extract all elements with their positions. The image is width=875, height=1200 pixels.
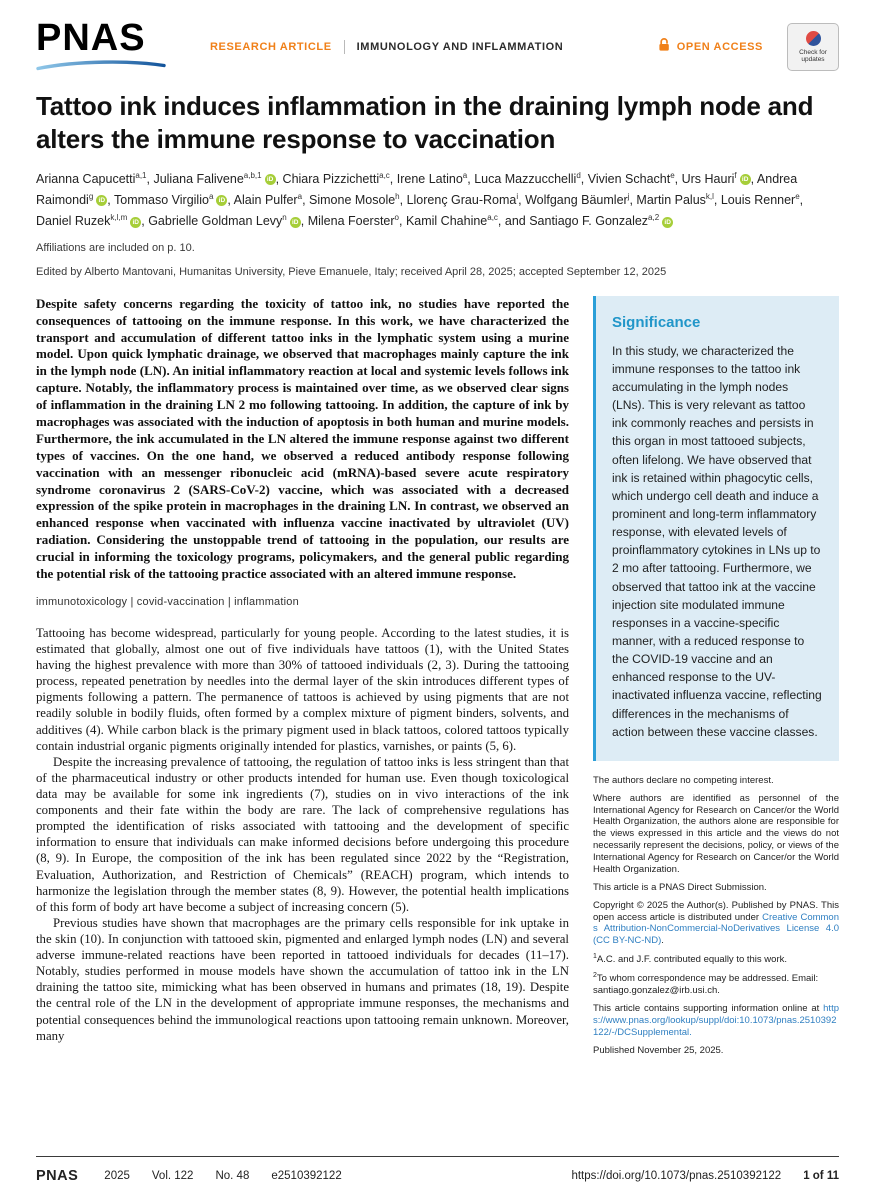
orcid-icon[interactable]: iD bbox=[96, 195, 107, 206]
author-affiliation-sup: e bbox=[795, 191, 800, 201]
author-affiliation-sup: n bbox=[282, 213, 287, 223]
footnote-2 bbox=[593, 972, 839, 997]
author-affiliation-sup: a,c bbox=[379, 170, 390, 180]
author-affiliation-sup: a,c bbox=[487, 213, 498, 223]
body-text bbox=[36, 625, 569, 1044]
published-date-note: Published November 25, 2025. bbox=[593, 1044, 724, 1056]
edited-by-line: Edited by Alberto Mantovani, Humanitas University, Pieve Emanuele, Italy; received April 28, 2025; accepted September 12, 2025 bbox=[36, 265, 667, 278]
author-name[interactable]: Tommaso Virgilio bbox=[114, 193, 209, 208]
body-paragraph: Despite the increasing prevalence of tattooing, the regulation of tattoo inks is less stringent than that of the pharmaceutical industry or other products intended for human use. Even though toxicological data may be available for some ink ingredients (7), studies on in vivo interactions of the ink components and their fate within the body are rare. The lack of comprehensive regulations has prompted the identification of risks associated with tattooing and the development of specific information to ensure that individuals can make informed decisions before undergoing this procedure (8, 9). In Europe, the composition of the ink has been regulated since 2022 by the “Registration, Evaluation, Authorization, and Restriction of Chemicals” (REACH) program, which intends to harmonize the legislation through the member states (8, 9). However, the potential health implications of this form of body art have become a subject of increasing concern (5). bbox=[36, 754, 569, 914]
open-access-label: OPEN ACCESS bbox=[676, 41, 763, 53]
abstract: Despite safety concerns regarding the toxicity of tattoo ink, no studies have reported the consequences of tattooing on the immune response. In this work, we have characterized the transport and accumulation of different tattoo inks in the lymphatic system using a murine model. Upon quick lymphatic drainage, we observed that macrophages mainly capture the ink in the lymph node (LN). An initial inflammatory reaction at local and systemic levels follows ink capture. Notably, the inflammatory process is maintained over time, as we observed clear signs of inflammation in the draining LN 2 mo following tattooing. In addition, the capture of ink by macrophages was associated with the induction of apoptosis in both human and murine models. Furthermore, the ink accumulated in the LN altered the immune response against two different types of vaccines. On the one hand, we observed a reduced antibody response following vaccination with an messenger ribonucleic acid (mRNA)-based severe acute respiratory syndrome coronavirus 2 (SARS-CoV-2) vaccine, which was associated with a decreased expression of the spike protein in macrophages in the draining LN. In contrast, we observed an enhanced response when vaccinated with influenza vaccine inactivated by ultraviolet (UV) radiation. Considering the unstoppable trend of tattooing in the population, our results are crucial in informing the toxicology programs, policymakers, and the general public regarding the potential risk of the tattooing practice associated with an altered immune response. bbox=[36, 295, 569, 581]
body-paragraph: Tattooing has become widespread, particularly for young people. According to the latest studies, it is estimated that globally, almost one out of five individuals have tattoos (1), with the United States having the highest prevalence with more than 30% of tattooed individuals (2, 3). During the tattooing process, repeated penetration by needles into the dermal layer of the skin introduces different types of pigments following a pattern. The permanence of tattoos is achieved by using pigments that are not readily soluble in bodily fluids, often formed by a complex mixture of pigment binders, solvents, and additives (4). While carbon black is the primary pigment used in black tattoos, colored tattoos typically contain industrial organic pigments originally intended for plastics, varnishes, or paints (5, 6). bbox=[36, 625, 569, 753]
footer-year: 2025 bbox=[104, 1170, 130, 1182]
significance-heading: Significance bbox=[612, 313, 701, 331]
author-name[interactable]: Kamil Chahine bbox=[405, 214, 488, 229]
footnote-1 bbox=[593, 953, 839, 966]
author-name[interactable]: Arianna Capucetti bbox=[36, 171, 136, 186]
orcid-icon[interactable]: iD bbox=[662, 217, 673, 228]
footer-eid: e2510392122 bbox=[271, 1170, 342, 1182]
who-disclaimer-note: Where authors are identified as personnel of the International Agency for Research on Cancer/or the World Health Organization, the authors alone are responsible for the views expressed in this article and the views do not necessarily represent the decisions, policy, or views of the International Agency for Research on Cancer/or the World Health Organization. bbox=[593, 792, 839, 875]
author-name[interactable]: Santiago F. Gonzalez bbox=[529, 214, 649, 229]
author-affiliation-sup: a,2 bbox=[648, 213, 660, 223]
left-column bbox=[36, 296, 569, 1154]
author-name[interactable]: Luca Mazzucchelli bbox=[474, 171, 577, 186]
competing-interest-note: The authors declare no competing interest. bbox=[593, 774, 774, 786]
direct-submission-note: This article is a PNAS Direct Submission. bbox=[593, 881, 767, 893]
orcid-icon[interactable]: iD bbox=[265, 174, 276, 185]
author-name[interactable]: Martin Palus bbox=[636, 193, 706, 208]
author-name[interactable]: Gabrielle Goldman Levy bbox=[148, 214, 283, 229]
affiliations-note: Affiliations are included on p. 10. bbox=[36, 241, 195, 254]
orcid-icon[interactable]: iD bbox=[216, 195, 227, 206]
significance-text: In this study, we characterized the immune responses to the tattoo ink accumulating in the lymph nodes (LNs). This is very relevant as tattoo ink commonly reaches and persists in this organ in most tattooed subjects, often lifelong. We have observed that ink is retained within phagocytic cells, which undergo cell death and induce a prominent and long-term inflammatory response, with elevated levels of proinflammatory cytokines in LNs up to 2 mo after tattooing. Furthermore, we observed that tattoo ink at the vaccine injection site modulated immune responses in a vaccine-specific manner, with a reduced response to the COVID-19 vaccine and an enhanced response to the UV-inactivated influenza vaccine, reflecting differences in the mechanisms of action between these vaccine classes. bbox=[612, 343, 822, 739]
header-meta bbox=[210, 40, 563, 54]
author-affiliation-sup: h bbox=[395, 191, 400, 201]
check-for-updates-badge[interactable] bbox=[787, 23, 839, 71]
main-columns bbox=[36, 296, 839, 1154]
header-divider bbox=[344, 40, 345, 54]
footer-issue: No. 48 bbox=[215, 1170, 250, 1182]
author-affiliation-sup: d bbox=[576, 170, 581, 180]
author-affiliation-sup: i bbox=[516, 191, 519, 201]
body-paragraph: Previous studies have shown that macrophages are the primary cells responsible for ink uptake in the skin (10). In conjunction with tattooed skin, pigmented and enlarged lymph nodes (LN) and several adverse immune-related reactions have been reported in tattooed individuals for decades (11–17). Notably, studies performed in mouse models have shown the accumulation of tattoo ink in the LN draining the tattoo site, mimicking what has been observed in humans and primates (18, 19). Despite the central role of the LN in the development of appropriate immune responses, the mechanisms and potential consequences behind the immunological reactions upon tattooing remain unknown. Moreover, many bbox=[36, 915, 569, 1043]
article-type-label: RESEARCH ARTICLE bbox=[210, 41, 332, 53]
footer-journal: PNAS bbox=[36, 1168, 79, 1184]
author-affiliation-sup: a,b,1 bbox=[243, 170, 262, 180]
author-name[interactable]: Irene Latino bbox=[396, 171, 463, 186]
author-name[interactable]: Simone Mosole bbox=[309, 193, 396, 208]
author-affiliation-sup: a bbox=[208, 191, 214, 201]
author-affiliation-sup: k,l,m bbox=[110, 213, 128, 223]
footnote-2-marker: 2 bbox=[593, 972, 597, 980]
author-affiliation-sup: f bbox=[734, 170, 737, 180]
author-affiliation-sup: o bbox=[394, 213, 399, 223]
pnas-logo-text: PNAS bbox=[36, 16, 146, 59]
page-footer bbox=[36, 1156, 839, 1200]
author-affiliation-sup: e bbox=[670, 170, 675, 180]
author-name[interactable]: Alain Pulfer bbox=[233, 193, 298, 208]
author-name[interactable]: Juliana Falivene bbox=[153, 171, 244, 186]
author-name[interactable]: Louis Renner bbox=[720, 193, 796, 208]
footnote-1-text: A.C. and J.F. contributed equally to this work. bbox=[596, 954, 787, 966]
footer-page-number: 1 of 11 bbox=[803, 1170, 839, 1182]
front-matter-notes bbox=[593, 775, 839, 1063]
author-name[interactable]: Daniel Ruzek bbox=[36, 214, 111, 229]
check-for-updates-label: Check for updates bbox=[799, 48, 827, 63]
orcid-icon[interactable]: iD bbox=[740, 174, 751, 185]
author-name[interactable]: Urs Hauri bbox=[681, 171, 735, 186]
author-affiliation-sup: j bbox=[627, 191, 630, 201]
footer-volume: Vol. 122 bbox=[151, 1170, 194, 1182]
copyright-note bbox=[593, 900, 839, 948]
keywords-line: immunotoxicology | covid-vaccination | inflammation bbox=[36, 595, 299, 608]
author-list: Arianna Capucetti$^{a,1}$, Juliana Falivene$^{a,b,1}$ iD , Chiara Pizzichetti$^{a,c}$, Irene Latino$^a$, Luca Mazzucchelli$^d$, Vivien Schacht$^e$, Urs Hauri$^f$ iD , Andrea Raimondi$^g$ iD , Tommaso Virgilio$^a$ iD , Alain Pulfer$^a$, Simone Mosole$^h$, Llorenç Grau-Roma$^i$, Wolfgang Bäumler$^j$, Martin Palus$^{k,l}$, Louis Renner$^e$, Daniel Ruzek$^{k,l,m}$ iD , Gabrielle Goldman Levy$^n$ iD , Milena Foerster$^o$, Kamil Chahine$^{a,c}$, and Santiago F. Gonzalez$^{a,2}$ iD bbox=[36, 170, 804, 229]
article-title: Tattoo ink induces inflammation in the draining lymph node and alters the immune response to vaccination bbox=[36, 91, 814, 155]
footer-right bbox=[571, 1170, 839, 1182]
header-right bbox=[657, 23, 839, 71]
author-name[interactable]: Vivien Schacht bbox=[587, 171, 671, 186]
footer-doi-link[interactable]: https://doi.org/10.1073/pnas.2510392122 bbox=[571, 1170, 782, 1182]
footnote-2-text: To whom correspondence may be addressed. Email: santiago.gonzalez@irb.usi.ch. bbox=[593, 973, 819, 997]
pnas-logo[interactable] bbox=[36, 16, 168, 76]
cc-license-link[interactable]: Creative Commons Attribution-NonCommercial-NoDerivatives License 4.0 (CC BY-NC-ND) bbox=[593, 911, 839, 947]
author-affiliation-sup: k,l bbox=[705, 191, 714, 201]
open-access bbox=[657, 37, 763, 57]
significance-box bbox=[593, 296, 839, 761]
author-name[interactable]: Wolfgang Bäumler bbox=[525, 193, 628, 208]
author-affiliation-sup: a bbox=[297, 191, 303, 201]
open-lock-icon bbox=[657, 37, 671, 57]
copyright-text: Copyright © 2025 the Author(s). Published by PNAS. This open access article is distributed under bbox=[593, 899, 839, 923]
orcid-icon[interactable]: iD bbox=[130, 217, 141, 228]
header bbox=[36, 16, 839, 74]
author-affiliation-sup: g bbox=[88, 191, 94, 201]
supporting-info-text: This article contains supporting information online at bbox=[593, 1003, 824, 1015]
pnas-logo-swoosh-icon bbox=[36, 58, 168, 76]
author-affiliation-sup: a,1 bbox=[135, 170, 147, 180]
author-affiliation-sup: a bbox=[462, 170, 468, 180]
subject-category-link[interactable]: IMMUNOLOGY AND INFLAMMATION bbox=[356, 41, 564, 53]
supporting-info-link[interactable]: https://www.pnas.org/lookup/suppl/doi:10.1073/pnas.2510392122/-/DCSupplemental. bbox=[593, 1003, 839, 1038]
orcid-icon[interactable]: iD bbox=[290, 217, 301, 228]
author-name[interactable]: Andrea Raimondi bbox=[36, 171, 798, 208]
crossmark-icon bbox=[806, 31, 821, 46]
copyright-period: . bbox=[661, 935, 664, 947]
author-name[interactable]: Llorenç Grau-Roma bbox=[406, 193, 517, 208]
footnote-1-marker: 1 bbox=[593, 953, 597, 961]
right-column bbox=[593, 296, 839, 1154]
supporting-info-note bbox=[593, 1003, 839, 1039]
author-name[interactable]: Milena Foerster bbox=[307, 214, 395, 229]
author-name[interactable]: Chiara Pizzichetti bbox=[282, 171, 380, 186]
